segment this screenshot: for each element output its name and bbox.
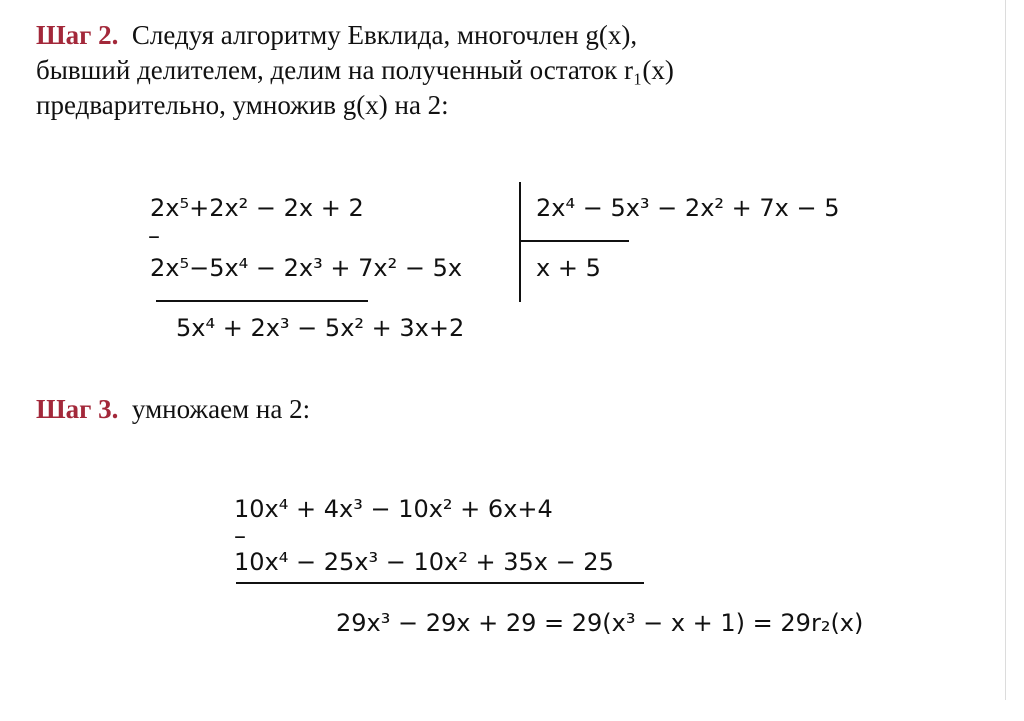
step3-minus-sign: – [234, 522, 246, 550]
step3-label: Шаг 3. [36, 394, 119, 424]
step3-minuend: 10x⁴ + 4x³ − 10x² + 6x+4 [234, 495, 553, 523]
step2-line-1 [36, 18, 674, 53]
step2-label: Шаг 2. [36, 20, 119, 50]
step3-heading [36, 392, 310, 427]
step2-line-2: бывший делителем, делим на полученный остаток r₁(x) [36, 55, 674, 85]
divisor-polynomial: 2x⁴ − 5x³ − 2x² + 7x − 5 [536, 194, 840, 222]
step2-paragraph [36, 18, 674, 123]
dividend-polynomial: 2x⁵+2x² − 2x + 2 [150, 194, 364, 222]
remainder-polynomial: 5x⁴ + 2x³ − 5x² + 3x+2 [176, 314, 465, 342]
division-vertical-bar [519, 182, 521, 302]
step3-subtrahend: 10x⁴ − 25x³ − 10x² + 35x − 25 [234, 548, 614, 576]
step2-line-3: предварительно, умножив g(x) на 2: [36, 90, 449, 120]
step3-text: умножаем на 2: [131, 394, 311, 424]
step3-underline [236, 582, 644, 584]
step3-result: 29x³ − 29x + 29 = 29(x³ − x + 1) = 29r₂(x) [336, 609, 864, 637]
remainder-underline [156, 300, 368, 302]
division-minus-sign: – [148, 222, 160, 250]
subtrahend-polynomial: 2x⁵−5x⁴ − 2x³ + 7x² − 5x [150, 254, 463, 282]
slide-frame-edge [1005, 0, 1006, 700]
divisor-underline [521, 240, 629, 242]
step2-text-1: Следуя алгоритму Евклида, многочлен g(x), [131, 20, 638, 50]
quotient-polynomial: x + 5 [536, 254, 601, 282]
